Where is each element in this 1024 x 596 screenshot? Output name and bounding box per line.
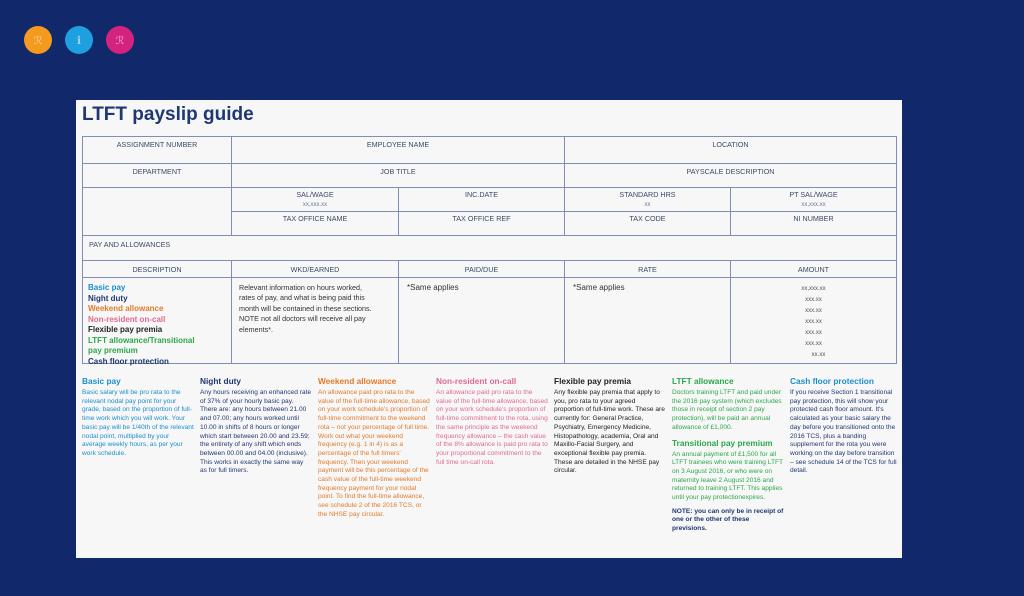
col-paid-due: PAID/DUE — [398, 260, 565, 278]
header-logo-dots — [24, 26, 134, 54]
inc-date-cell: INC.DATE — [398, 187, 565, 212]
desc-ltft-allowance: LTFT allowance/Transitional — [88, 335, 195, 345]
pt-sal-wage-cell: PT SAL/WAGE xx,xxx.xx — [730, 187, 897, 212]
desc-night-duty: Night duty — [88, 293, 128, 303]
assignment-number-cell: ASSIGNMENT NUMBER — [82, 136, 232, 164]
blank-cell — [82, 187, 232, 236]
department-cell: DEPARTMENT — [82, 163, 232, 188]
desc-cash-floor-protection: Cash floor protection — [88, 356, 169, 366]
note-basic-pay: Basic pay Basic salary will be pro rata to the relevant nodal pay point for your grade, based on the proportion of full-time work which you will work. Your basic pay will be 1/40th of the relevant nodal point, multiplied by your average weekly hours, as per your work schedule. — [82, 376, 194, 457]
payslip-guide-image — [76, 100, 902, 558]
pay-and-allowances-cell: PAY AND ALLOWANCES — [82, 235, 897, 261]
payscale-description-cell: PAYSCALE DESCRIPTION — [564, 163, 897, 188]
col-description: DESCRIPTION — [82, 260, 232, 278]
ni-number-cell: NI NUMBER — [730, 211, 897, 236]
job-title-cell: JOB TITLE — [231, 163, 565, 188]
desc-basic-pay: Basic pay — [88, 283, 126, 292]
desc-pay-premium: pay premium — [88, 346, 138, 355]
desc-flexible-pay-premia: Flexible pay premia — [88, 325, 163, 334]
paid-due-cell: *Same applies — [398, 277, 565, 364]
guide-title: LTFT payslip guide — [82, 104, 254, 125]
note-weekend-allowance: Weekend allowance An allowance paid pro rata to the value of the full-time allowance, based on your work schedule's proportion of full-time commitment to the weekend rota – not your percentage of full time. Work out what your weekend frequency (e.g. 1 in 4) is as a percentage of the full timers' frequency. Then your weekend payment will be this percentage of the cash value of the full-time weekend frequency payment for your nodal point. To find the full-time allowance, see schedule 2 of the 2016 TCS, or the NHSE pay circular. — [318, 376, 430, 518]
note-night-duty: Night duty Any hours receiving an enhanced rate of 37% of your hourly basic pay. There are: any hours between 21.00 and 07.00; any hours worked until 10.00 in shifts of 8 hours or longer which start between 20.00 and 23.59; the entirety of any shift which ends between 00.00 and 04.00 (inclusive). This works in exactly the same way as for full timers. — [200, 376, 312, 475]
employee-name-cell: EMPLOYEE NAME — [231, 136, 565, 164]
sal-wage-cell: SAL/WAGE xx,xxx.xx — [231, 187, 399, 212]
note-ltft-allowance: LTFT allowance Doctors training LTFT and paid under the 2016 pay system (which excludes those in receipt of section 2 pay protection), will be paid an annual allowance of £1,000. Transitional pay premium An annual payment of £1,500 for all LTFT trainees who were training LTFT on 3 August 2016, or who were on maternity leave 2 August 2016 and returned to training LTFT. This applies until your pay protectionexpires. NOTE: you can only be in receipt of one or the other of these previsions. — [672, 376, 784, 533]
tax-office-name-cell: TAX OFFICE NAME — [231, 211, 399, 236]
note-cash-floor-protection: Cash floor protection If you receive Section 1 transitional pay protection, this will show your protected cash floor amount. It's calculated as your basic salary the day before you transitioned onto the 2016 TCS, plus a banding supplement for the rota you were working on the day before transition – see schedule 14 of the TCS for full detail. — [790, 376, 897, 475]
orange-logo-icon: ℛ — [24, 26, 52, 54]
payslip-table — [82, 136, 897, 364]
tax-code-cell: TAX CODE — [564, 211, 731, 236]
col-amount: AMOUNT — [730, 260, 897, 278]
desc-non-resident-on-call: Non-resident on-call — [88, 314, 166, 324]
rate-cell: *Same applies — [564, 277, 731, 364]
blue-logo-icon: ℹ — [65, 26, 93, 54]
description-cell — [82, 277, 232, 364]
col-rate: RATE — [564, 260, 731, 278]
note-flexible-pay-premia: Flexible pay premia Any flexible pay premia that apply to you, pro rata to your agreed proportion of full-time work. These are currently for: General Practice, Psychiatry, Emergency Medicine, Histopathology, academia, Oral and Maxillo-Facial Surgery, and exceptional flexible pay premia. These are detailed in the NHSE pay circular. — [554, 376, 665, 475]
tax-office-ref-cell: TAX OFFICE REF — [398, 211, 565, 236]
location-cell: LOCATION — [564, 136, 897, 164]
standard-hrs-cell: STANDARD HRS xx — [564, 187, 731, 212]
col-wkd-earned: WKD/EARNED — [231, 260, 399, 278]
pink-logo-icon: ℛ — [106, 26, 134, 54]
amount-cell: xx,xxx.xx xxx.xx xxx.xx xxx.xx xxx.xx xxx.xx xx.xx — [730, 277, 897, 364]
wkd-earned-cell: Relevant information on hours worked, rates of pay, and what is being paid this month will be contained in these sections. NOTE not all doctors will receive all pay elements*. — [231, 277, 399, 364]
note-non-resident-on-call: Non-resident on-call An allowance paid pro rata to the value of the full-time allowance, based on your work schedule's proportion of full-time commitment to the rota, using the same principle as the weekend frequency allowance – the cash value of the 8% allowance is paid pro rata to your proportional commitment to the full time on-call rota. — [436, 376, 548, 466]
desc-weekend-allowance: Weekend allowance — [88, 304, 164, 313]
